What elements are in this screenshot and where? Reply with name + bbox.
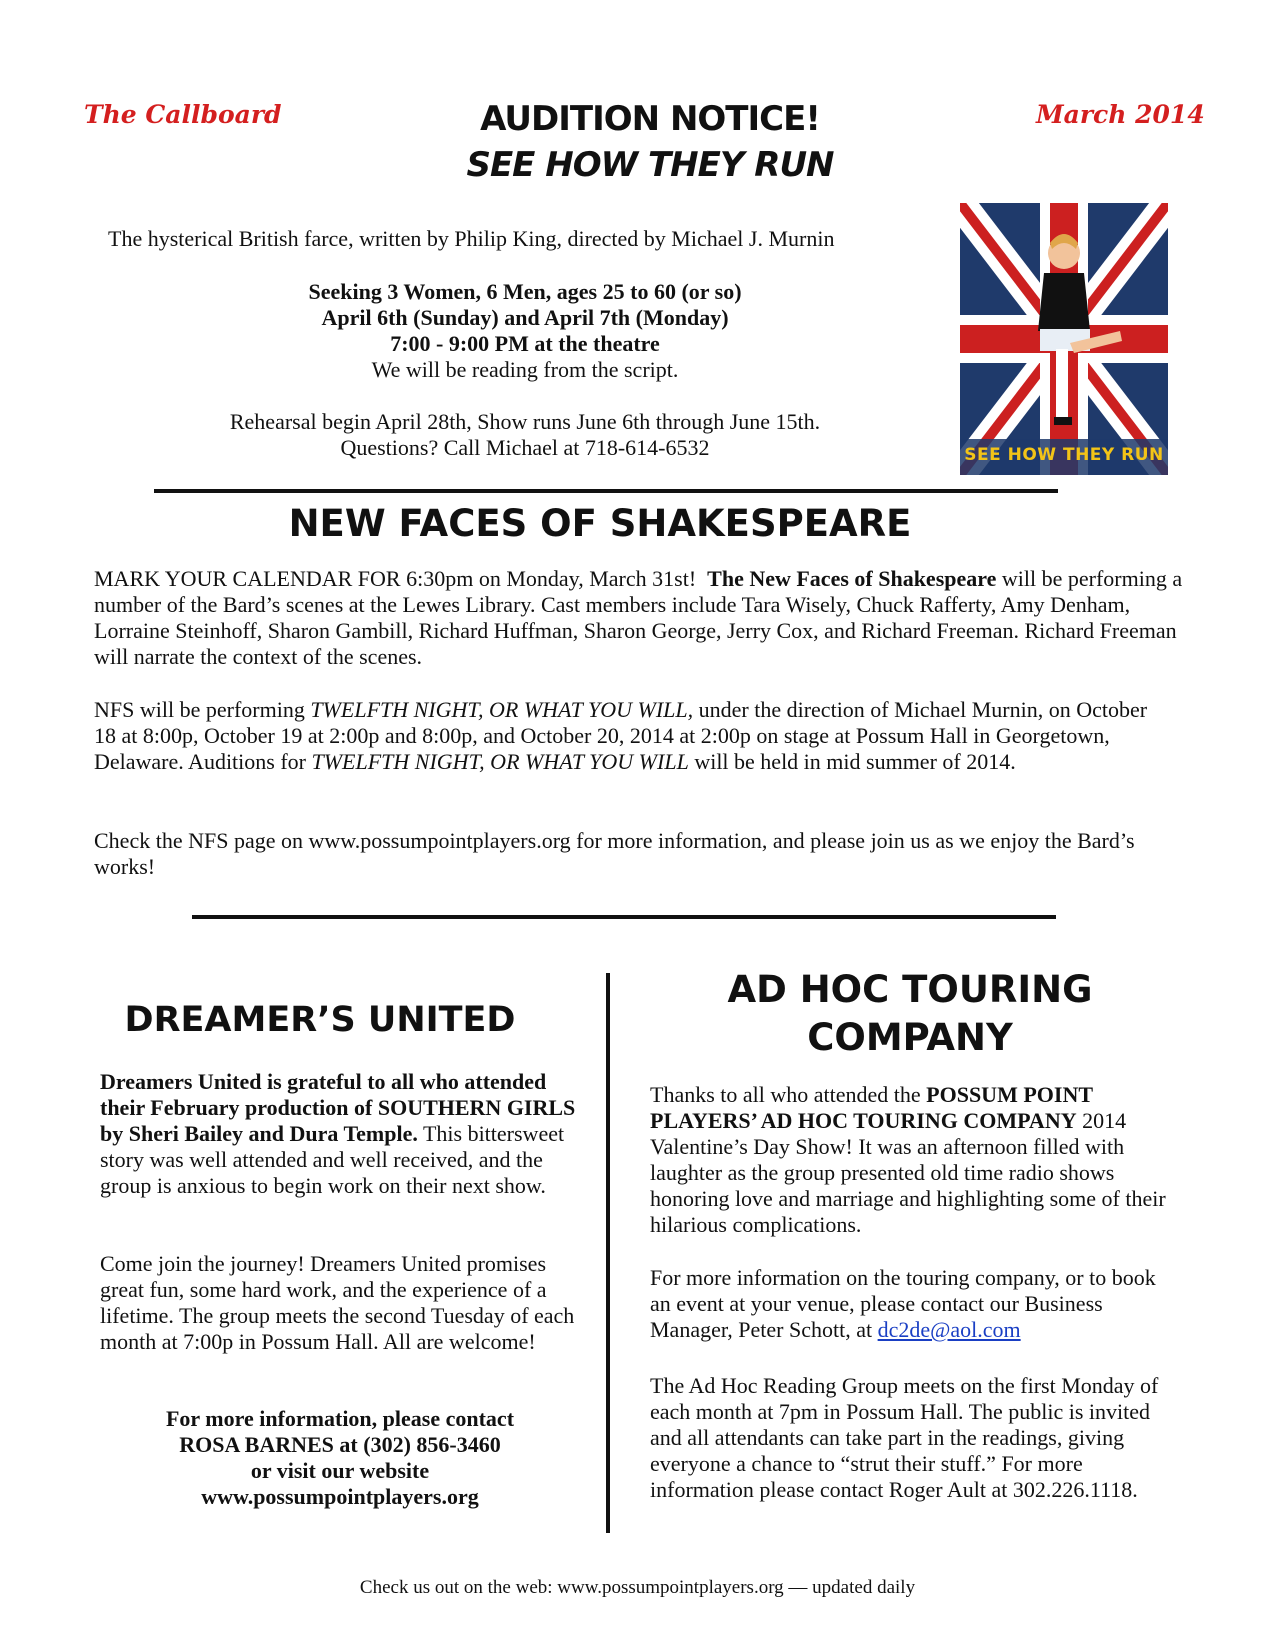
column-divider: [606, 973, 610, 1533]
dreamers-contact-line-3: or visit our website: [250, 1458, 430, 1483]
shakespeare-p2-play: TWELFTH NIGHT, OR WHAT YOU WILL,: [310, 697, 694, 722]
adhoc-heading: [640, 966, 1180, 1062]
masthead-left: The Callboard: [84, 100, 282, 129]
audition-questions: Questions? Call Michael at 718-614-6532: [340, 435, 710, 460]
shakespeare-p1-name: The New Faces of Shakespeare: [707, 566, 997, 591]
adhoc-heading-line-2: COMPANY: [807, 1016, 1013, 1059]
adhoc-paragraph-2: [650, 1265, 1176, 1343]
audition-title-block: [350, 96, 950, 188]
adhoc-paragraph-1: [650, 1082, 1176, 1238]
dreamers-contact-line-4: www.possumpointplayers.org: [201, 1484, 479, 1509]
shakespeare-paragraph-1: [94, 566, 1184, 670]
audition-title: AUDITION NOTICE!: [480, 99, 820, 139]
dreamers-contact-line-1: For more information, please contact: [165, 1406, 515, 1431]
shakespeare-p1-body: will be performing a number of the Bard’s scenes at the Lewes Library. Cast members include Tara Wisely, Chuck Rafferty, Amy Denham, Lorraine Steinhoff, Sharon Gambill, Richard Huffman, Sharon George, Jerry Cox, and Richard Freeman. Richard Freeman will narrate the context of the scenes.: [94, 566, 1183, 669]
shakespeare-p2-lead: NFS will be performing: [94, 697, 305, 722]
divider-rule-top: [154, 489, 1058, 493]
audition-time: 7:00 - 9:00 PM at the theatre: [390, 331, 660, 356]
footer: Check us out on the web: www.possumpointplayers.org — updated daily: [359, 1577, 916, 1598]
shakespeare-paragraph-3: Check the NFS page on www.possumpointplayers.org for more information, and please join us as we enjoy the Bard’s works!: [94, 828, 1135, 879]
audition-details: [150, 279, 900, 383]
adhoc-p1-name: POSSUM POINT PLAYERS’ AD HOC TOURING COMPANY: [650, 1082, 1093, 1133]
adhoc-p1-lead: Thanks to all who attended the: [650, 1082, 921, 1107]
shakespeare-p2-end: will be held in mid summer of 2014.: [694, 749, 1016, 774]
adhoc-p1-body: 2014 Valentine’s Day Show! It was an afternoon filled with laughter as the group presented old time radio shows honoring love and marriage and highlighting some of their hilarious complications.: [650, 1108, 1166, 1237]
adhoc-paragraph-3: The Ad Hoc Reading Group meets on the first Monday of each month at 7pm in Possum Hall. The public is invited and all attendants can take part in the readings, giving everyone a chance to “strut their stuff.” For more information please contact Roger Ault at 302.226.1118.: [650, 1373, 1159, 1502]
dreamers-contact: [80, 1406, 600, 1510]
show-poster: [960, 203, 1168, 475]
shakespeare-p1-lead: MARK YOUR CALENDAR FOR 6:30pm on Monday, March 31st!: [94, 566, 697, 591]
dreamers-paragraph-1: [100, 1069, 582, 1199]
masthead-right: March 2014: [1036, 100, 1205, 129]
audition-intro: The hysterical British farce, written by Philip King, directed by Michael J. Murnin: [108, 226, 835, 251]
dreamers-contact-line-2: ROSA BARNES at (302) 856-3460: [179, 1432, 501, 1457]
shakespeare-p2-body: under the direction of Michael Murnin, on October 18 at 8:00p, October 19 at 2:00p and 8:00p, and October 20, 2014 at 2:00p on stage at Possum Hall in Georgetown, Delaware. Auditions for: [94, 697, 1148, 774]
adhoc-email-link[interactable]: dc2de@aol.com: [877, 1317, 1021, 1342]
dreamers-p1-bold: Dreamers United is grateful to all who attended their February production of SOUTHERN GIRLS by Sheri Bailey and Dura Temple.: [100, 1069, 576, 1146]
dreamers-p1-body: This bittersweet story was well attended and well received, and the group is anxious to begin work on their next show.: [100, 1121, 565, 1198]
poster-caption: SEE HOW THEY RUN: [964, 445, 1164, 465]
dreamers-paragraph-2: Come join the journey! Dreamers United promises great fun, some hard work, and the experience of a lifetime. The group meets the second Tuesday of each month at 7:00p in Possum Hall. All are welcome!: [100, 1251, 575, 1354]
adhoc-p2-body: For more information on the touring company, or to book an event at your venue, please contact our Business Manager, Peter Schott, at: [650, 1265, 1156, 1342]
audition-rehearsal-block: [150, 409, 900, 461]
shakespeare-heading: NEW FACES OF SHAKESPEARE: [288, 502, 912, 545]
shakespeare-paragraph-2: [94, 697, 1174, 775]
adhoc-heading-line-1: AD HOC TOURING: [727, 968, 1093, 1011]
audition-subtitle: SEE HOW THEY RUN: [466, 145, 834, 185]
union-jack-illustration: [960, 203, 1168, 475]
audition-dates: April 6th (Sunday) and April 7th (Monday): [321, 305, 729, 330]
audition-rehearsal: Rehearsal begin April 28th, Show runs June 6th through June 15th.: [229, 409, 821, 434]
dreamers-heading: DREAMER’S UNITED: [124, 1000, 516, 1040]
audition-reading: We will be reading from the script.: [371, 357, 679, 382]
audition-seeking: Seeking 3 Women, 6 Men, ages 25 to 60 (or so): [308, 279, 742, 304]
shakespeare-p2-play-2: TWELFTH NIGHT, OR WHAT YOU WILL: [311, 749, 689, 774]
divider-rule-middle: [192, 915, 1056, 919]
